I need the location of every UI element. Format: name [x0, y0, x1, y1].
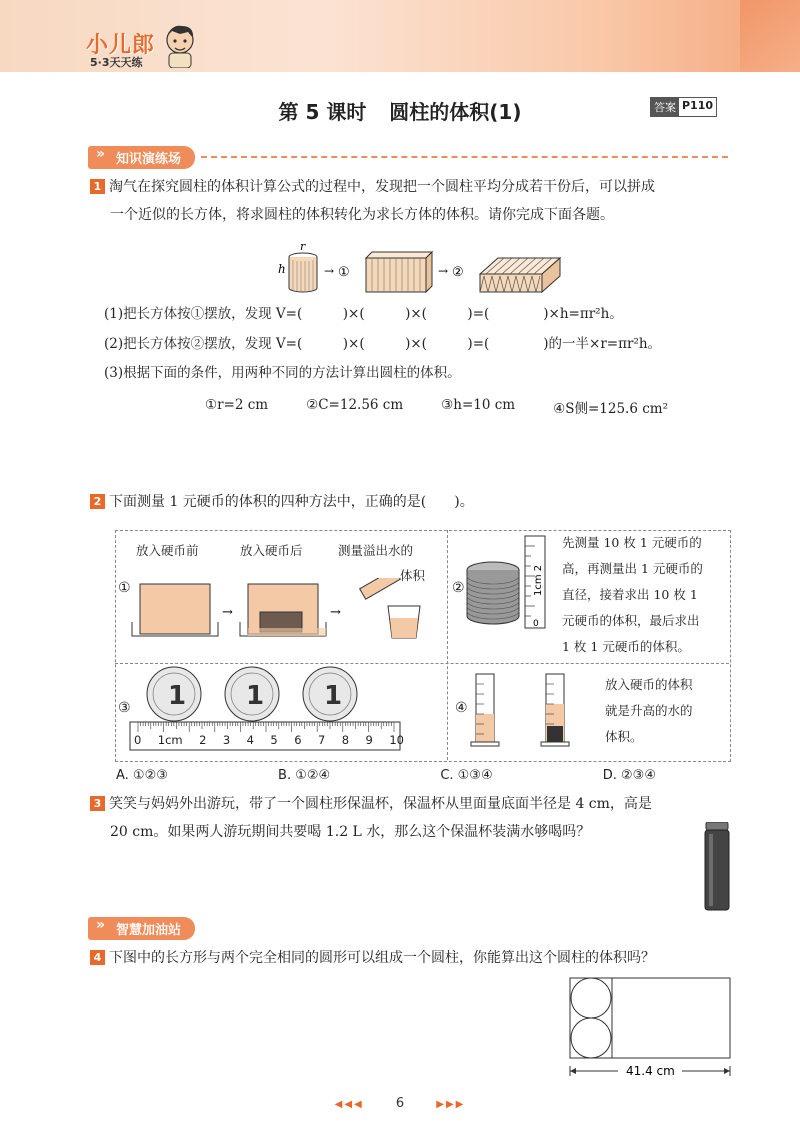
thermos-cup-icon [700, 822, 734, 912]
q1-sub2: (2)把长方体按②摆放，发现 V=( )×( )×( )=( )的一半×r=πr²h。 [104, 336, 662, 352]
cylinder-transform-figure [276, 240, 566, 304]
next-arrows-icon[interactable]: ▶▶▶ [436, 1099, 466, 1110]
ruler-tick-label: 0 [134, 733, 142, 747]
arrow-icon: → [222, 605, 233, 620]
arrow-icon: → [438, 264, 449, 278]
condition-item: ④S侧=125.6 cm² [553, 401, 669, 417]
m3-number: ③ [118, 700, 131, 716]
ruler-labels [134, 733, 404, 747]
section-knowledge [88, 146, 728, 168]
methods-divider-vertical [447, 530, 448, 760]
m4-line: 体积。 [605, 729, 643, 744]
section-knowledge-label: » 知识演练场 [88, 146, 195, 169]
section-wisdom-label: » 智慧加油站 [88, 917, 195, 940]
q4-text: 下图中的长方形与两个完全相同的圆形可以组成一个圆柱，你能算出这个圆柱的体积吗？ [109, 950, 655, 966]
arrow-icon: → [324, 264, 335, 278]
condition-item: ①r=2 cm [205, 397, 269, 413]
page-number: 6 [395, 1096, 405, 1111]
ruler-tick-label: 3 [222, 733, 231, 747]
question-2 [90, 488, 474, 516]
dimension-label: 41.4 cm [626, 1064, 675, 1078]
question-4 [90, 944, 750, 972]
fig-radius-label: r [300, 240, 306, 253]
ruler-tick-label: 10 [389, 733, 404, 747]
brand-logo: 小儿郎 [86, 33, 156, 58]
option-b[interactable]: B. ①②④ [278, 768, 331, 783]
mascot-icon [160, 22, 200, 68]
answer-label: 答案 [651, 98, 679, 116]
option-a[interactable]: A. ①②③ [116, 768, 168, 783]
coin-icon [147, 667, 201, 721]
ruler-tick-label: 6 [294, 733, 302, 747]
series-name: 5·3天天练 [90, 56, 143, 69]
page-footer [0, 1096, 800, 1111]
m2-ruler-zero: 0 [533, 619, 539, 629]
m1-label-measure: 测量溢出水的 [338, 543, 414, 558]
m4-line: 放入硬币的体积 [605, 677, 693, 692]
m1-label-before: 放入硬币前 [136, 543, 199, 558]
m2-line: 1 枚 1 元硬币的体积。 [562, 639, 690, 654]
fig-step1-label: ① [338, 265, 350, 280]
prev-arrows-icon[interactable]: ◀◀◀ [334, 1099, 364, 1110]
m1-number: ① [118, 580, 131, 596]
lesson-topic: 圆柱的体积(1) [389, 100, 522, 124]
m2-ruler-label: 1cm 2 [533, 564, 544, 596]
lesson-number: 第 5 课时 [278, 100, 367, 124]
m2-line: 元硬币的体积，最后求出 [562, 613, 700, 628]
fig-step2-label: ② [452, 265, 464, 280]
m4-description [605, 672, 693, 750]
svg-text:1: 1 [168, 681, 187, 711]
question-number: 1 [90, 179, 105, 194]
coin-stack-figure [465, 534, 555, 630]
coin-icon [225, 667, 279, 721]
ruler-tick-label: 9 [365, 733, 373, 747]
option-c[interactable]: C. ①③④ [440, 768, 493, 783]
answer-reference[interactable] [650, 97, 717, 117]
m2-line: 高，再测量出 1 元硬币的 [562, 561, 703, 576]
q2-text: 下面测量 1 元硬币的体积的四种方法中，正确的是( )。 [109, 494, 474, 510]
svg-text:1: 1 [324, 681, 343, 711]
ruler-tick-label: 7 [317, 733, 326, 747]
m4-number: ④ [455, 700, 468, 716]
fig-height-label: h [278, 262, 286, 276]
m1-label-after: 放入硬币后 [240, 543, 303, 558]
m4-line: 就是升高的水的 [605, 703, 693, 718]
ruler-tick-label: 8 [341, 733, 350, 747]
m1-label-volume: 体积 [400, 568, 426, 583]
graduated-cylinders-figure [470, 670, 580, 748]
question-number: 4 [90, 950, 105, 965]
q1-sub1: (1)把长方体按①摆放，发现 V=( )×( )×( )=( )×h=πr²h。 [104, 306, 623, 322]
section-wisdom [88, 917, 728, 939]
m2-line: 先测量 10 枚 1 元硬币的 [562, 535, 702, 550]
question-3 [90, 790, 750, 846]
m2-description [562, 530, 703, 660]
section-divider [201, 156, 728, 158]
m2-line: 直径，接着求出 10 枚 1 [562, 587, 698, 602]
overflow-method-figure [130, 578, 440, 642]
m2-number: ② [452, 580, 465, 596]
ruler-tick-label: 4 [246, 733, 254, 747]
question-number: 2 [90, 494, 105, 509]
coin-icon [303, 667, 357, 721]
q2-options [116, 768, 656, 783]
ruler-tick-label: 5 [270, 733, 278, 747]
condition-item: ②C=12.56 cm [306, 397, 404, 413]
q3-line1: 笑笑与妈妈外出游玩，带了一个圆柱形保温杯，保温杯从里面量底面半径是 4 cm，高是 [109, 796, 652, 812]
option-d[interactable]: D. ②③④ [602, 768, 656, 783]
ruler-tick-label: 2 [199, 733, 207, 747]
arrow-icon: → [330, 605, 341, 620]
q1-conditions [205, 397, 668, 417]
svg-text:1: 1 [246, 681, 265, 711]
question-1 [90, 173, 740, 229]
q3-line2: 20 cm。如果两人游玩期间共要喝 1.2 L 水，那么这个保温杯装满水够喝吗？ [110, 824, 591, 840]
condition-item: ③h=10 cm [441, 397, 516, 413]
q1-text-line2: 一个近似的长方体，将求圆柱的体积转化为求长方体的体积。请你完成下面各题。 [110, 207, 614, 223]
answer-page: P110 [682, 99, 714, 112]
ruler-tick-label: 1cm [157, 733, 183, 747]
cylinder-net-figure [568, 974, 738, 1082]
question-number: 3 [90, 796, 105, 811]
q1-text-line1: 淘气在探究圆柱的体积计算公式的过程中，发现把一个圆柱平均分成若干份后，可以拼成 [109, 179, 655, 195]
q1-sub3: (3)根据下面的条件，用两种不同的方法计算出圆柱的体积。 [104, 365, 461, 381]
